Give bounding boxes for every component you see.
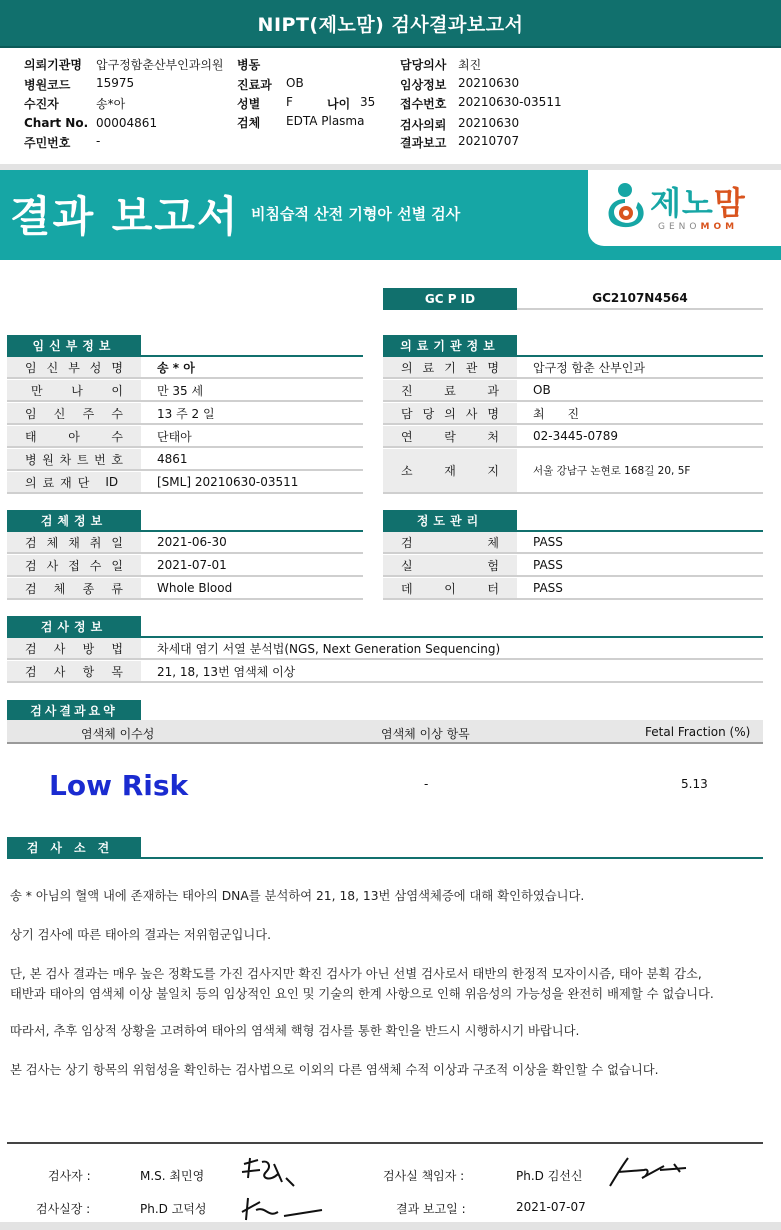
row-label bbox=[383, 428, 517, 445]
label-char: 의 bbox=[444, 406, 456, 421]
table-row bbox=[7, 555, 363, 577]
row-label bbox=[7, 580, 141, 597]
label-char: 검 bbox=[25, 664, 37, 679]
label-char: 데 bbox=[401, 581, 413, 596]
table-row bbox=[383, 578, 763, 600]
logo-text-geno: 제노 bbox=[650, 184, 714, 222]
table-row bbox=[7, 380, 363, 402]
label-char: 부 bbox=[68, 360, 80, 375]
label-char: 이 bbox=[444, 581, 456, 596]
table-row bbox=[383, 449, 763, 494]
divider bbox=[7, 1142, 763, 1144]
label-char: 처 bbox=[487, 429, 499, 444]
row-label bbox=[383, 382, 517, 399]
sex-value: F bbox=[286, 95, 293, 109]
table-row bbox=[383, 380, 763, 402]
label-char: 연 bbox=[401, 429, 413, 444]
hospital-label: 의뢰기관명 bbox=[24, 58, 82, 72]
label-char: 취 bbox=[89, 535, 102, 550]
label-char: 담 bbox=[401, 406, 413, 421]
tester-label: 검사자 : bbox=[48, 1169, 91, 1183]
row-label bbox=[7, 359, 141, 376]
table-row bbox=[7, 426, 363, 448]
finding-paragraph: 송 * 아님의 혈액 내에 존재하는 태아의 DNA를 분석하여 21, 18, 13번 삼염색체증에 대해 확인하였습니다. bbox=[10, 889, 585, 903]
table-row bbox=[383, 357, 763, 379]
doctor-value: 최진 bbox=[458, 58, 482, 72]
ward-label: 병동 bbox=[237, 58, 261, 72]
risk-result: Low Risk bbox=[49, 769, 189, 802]
label-char: 항 bbox=[82, 664, 95, 679]
label-char: 트 bbox=[76, 452, 89, 467]
label-char: 류 bbox=[111, 581, 123, 596]
row-label bbox=[383, 462, 517, 479]
logo-small-geno: GENO bbox=[658, 222, 701, 232]
label-char: 주 bbox=[82, 406, 95, 421]
label-char: 검 bbox=[25, 581, 37, 596]
abnormal-items-value: - bbox=[424, 777, 429, 791]
genomom-logo-small bbox=[658, 222, 738, 232]
row-label bbox=[383, 405, 517, 422]
request-value: 20210630 bbox=[458, 116, 520, 130]
qc-specimen-value: PASS bbox=[533, 535, 563, 549]
label-char: 료 bbox=[422, 360, 435, 375]
receipt-label: 접수번호 bbox=[400, 97, 447, 111]
test-items-value: 21, 18, 13번 염색체 이상 bbox=[157, 664, 296, 679]
divider bbox=[7, 857, 763, 859]
label-char: 태 bbox=[25, 429, 37, 444]
banner-title: 결과 보고서 bbox=[10, 192, 240, 241]
hospital-value: 압구정함춘산부인과의원 bbox=[96, 58, 224, 72]
label-char: 명 bbox=[487, 360, 499, 375]
doctor-name-value: 최 진 bbox=[533, 406, 580, 421]
patient-name: 송 * 아 bbox=[157, 360, 195, 375]
label-char: 나 bbox=[71, 383, 83, 398]
row-label bbox=[7, 405, 141, 422]
report-banner bbox=[0, 170, 781, 260]
label-char: 사 bbox=[465, 406, 478, 421]
label-char: 원 bbox=[42, 452, 54, 467]
report-title: NIPT(제노맘) 검사결과보고서 bbox=[0, 0, 781, 48]
label-char: 체 bbox=[46, 535, 59, 550]
receipt-value: 20210630-03511 bbox=[458, 95, 562, 109]
institution-info-header: 의료기관정보 bbox=[383, 335, 517, 355]
summary-col-abnormal: 염색체 이상 항목 bbox=[381, 727, 470, 741]
row-label bbox=[7, 640, 141, 657]
qc-data-value: PASS bbox=[533, 581, 563, 595]
label-char: 법 bbox=[111, 641, 123, 656]
row-label bbox=[383, 580, 517, 597]
table-row bbox=[7, 357, 363, 379]
label-char: 명 bbox=[487, 406, 499, 421]
summary-table-header bbox=[7, 720, 763, 744]
summary-header: 검사결과요약 bbox=[7, 700, 141, 720]
genomom-logo-text bbox=[650, 178, 746, 224]
finding-paragraph: 따라서, 추후 임상적 상황을 고려하여 태아의 염색체 핵형 검사를 통한 확인을 반드시 시행하시기 바랍니다. bbox=[10, 1024, 580, 1038]
label-char: 과 bbox=[487, 383, 499, 398]
label-char: 관 bbox=[465, 360, 478, 375]
hospital-code-value: 15975 bbox=[96, 76, 135, 90]
foundation-id-value: [SML] 20210630-03511 bbox=[157, 475, 299, 489]
label-char: 차 bbox=[59, 452, 72, 467]
specimen-value: EDTA Plasma bbox=[286, 114, 365, 128]
finding-paragraph: 단, 본 검사 결과는 매우 높은 정확도를 가진 검사지만 확진 검사가 아닌 선별 검사로서 태반의 한정적 모자이시즘, 태아 분획 감소, bbox=[10, 967, 702, 981]
label-char: 의 bbox=[401, 360, 413, 375]
tester-signature bbox=[238, 1152, 298, 1192]
label-char: 일 bbox=[111, 558, 123, 573]
collection-date-value: 2021-06-30 bbox=[157, 535, 227, 549]
label-char: 접 bbox=[68, 558, 80, 573]
finding-paragraph: 본 검사는 상기 항목의 위험성을 확인하는 검사법으로 이외의 다른 염색체 수적 이상과 구조적 이상을 확인할 수 없습니다. bbox=[10, 1063, 659, 1077]
row-label: 의료재단 bbox=[25, 475, 96, 490]
report-label: 결과보고 bbox=[400, 136, 447, 150]
test-info-header: 검사정보 bbox=[7, 616, 141, 636]
sex-label: 성별 bbox=[237, 97, 261, 111]
table-row bbox=[7, 472, 363, 494]
table-row bbox=[383, 532, 763, 554]
finding-paragraph: 태반과 태아의 염색체 이상 불일치 등의 임상적인 요인 및 기술의 한계 사항으로 인해 위음성의 가능성을 완전히 배제할 수 없습니다. bbox=[10, 987, 714, 1001]
genomom-logo bbox=[588, 170, 781, 246]
table-row bbox=[7, 449, 363, 471]
label-char: 재 bbox=[444, 464, 456, 478]
summary-col-aneuploidy: 염색체 이수성 bbox=[81, 727, 155, 741]
director-name: Ph.D 고덕성 bbox=[140, 1202, 207, 1216]
label-char: 만 bbox=[31, 383, 43, 398]
findings-header: 검사소견 bbox=[7, 837, 141, 857]
label-char: 검 bbox=[25, 535, 37, 550]
row-label bbox=[7, 557, 141, 574]
department-value: OB bbox=[533, 383, 551, 397]
row-label-id: ID bbox=[105, 475, 119, 489]
clinical-value: 20210630 bbox=[458, 76, 520, 90]
label-char: 소 bbox=[401, 464, 413, 478]
row-label bbox=[7, 382, 141, 399]
director-signature bbox=[238, 1192, 328, 1222]
label-char: 종 bbox=[82, 581, 95, 596]
fetal-fraction-value: 5.13 bbox=[681, 777, 708, 791]
label-char: 호 bbox=[111, 452, 123, 467]
label-char: 검 bbox=[401, 535, 413, 550]
label-char: 수 bbox=[111, 406, 123, 421]
table-row bbox=[7, 661, 763, 683]
rrn-label: 주민번호 bbox=[24, 136, 71, 150]
label-char: 이 bbox=[111, 383, 123, 398]
banner-subtitle: 비침습적 산전 기형아 선별 검사 bbox=[251, 205, 461, 223]
specimen-label: 검체 bbox=[237, 116, 261, 130]
table-row bbox=[7, 532, 363, 554]
age-value: 만 35 세 bbox=[157, 383, 204, 398]
label-char: 락 bbox=[444, 429, 456, 444]
chart-number-value: 4861 bbox=[157, 452, 188, 466]
label-char: 체 bbox=[487, 535, 499, 550]
logo-text-mom: 맘 bbox=[713, 184, 746, 222]
table-row bbox=[383, 555, 763, 577]
label-char: 목 bbox=[111, 664, 123, 679]
label-char: 임 bbox=[25, 360, 37, 375]
director-label: 검사실장 : bbox=[36, 1202, 91, 1216]
label-char: 당 bbox=[422, 406, 435, 421]
gestation-value: 13 주 2 일 bbox=[157, 406, 215, 421]
label-char: 사 bbox=[53, 641, 66, 656]
row-label bbox=[383, 534, 517, 551]
logo-small-mom: MOM bbox=[700, 222, 739, 232]
row-label bbox=[383, 359, 517, 376]
fetus-count-value: 단태아 bbox=[157, 429, 192, 444]
dept-label: 진료과 bbox=[237, 78, 272, 92]
qc-header: 정도관리 bbox=[383, 510, 517, 530]
gcpid-label: GC P ID bbox=[383, 288, 517, 310]
label-char: 수 bbox=[89, 558, 102, 573]
label-char: 수 bbox=[111, 429, 123, 444]
institution-name-value: 압구정 함춘 산부인과 bbox=[533, 360, 645, 375]
label-char: 임 bbox=[25, 406, 37, 421]
rrn-value: - bbox=[96, 134, 101, 148]
chart-value: 00004861 bbox=[96, 116, 158, 130]
label-char: 번 bbox=[94, 452, 106, 467]
label-char: 성 bbox=[89, 360, 102, 375]
dept-value: OB bbox=[286, 76, 304, 90]
chief-label: 검사실 책임자 : bbox=[383, 1169, 465, 1183]
label-char: 검 bbox=[25, 558, 37, 573]
label-char: 신 bbox=[53, 406, 66, 421]
patient-value: 송*아 bbox=[96, 97, 126, 111]
label-char: 험 bbox=[487, 558, 499, 573]
report-date-label: 결과 보고일 : bbox=[396, 1202, 466, 1216]
label-char: 실 bbox=[401, 558, 413, 573]
label-char: 체 bbox=[53, 581, 66, 596]
meta-block bbox=[0, 50, 781, 166]
row-label bbox=[7, 534, 141, 551]
label-char: 지 bbox=[487, 464, 499, 478]
table-row bbox=[383, 426, 763, 448]
address-value: 서울 강남구 논현로 168길 20, 5F bbox=[533, 465, 691, 477]
label-char: 검 bbox=[25, 641, 37, 656]
clinical-label: 임상정보 bbox=[400, 78, 447, 92]
age-label: 나이 bbox=[327, 97, 351, 111]
divider bbox=[0, 1222, 781, 1230]
specimen-info-header: 검체정보 bbox=[7, 510, 141, 530]
label-char: 방 bbox=[82, 641, 95, 656]
label-char: 신 bbox=[46, 360, 59, 375]
pregnant-info-header: 임신부정보 bbox=[7, 335, 141, 355]
finding-paragraph: 상기 검사에 따른 태아의 결과는 저위험군입니다. bbox=[10, 928, 272, 942]
age-value: 35 bbox=[360, 95, 376, 109]
label-char: 명 bbox=[111, 360, 123, 375]
row-label bbox=[7, 451, 141, 468]
table-row bbox=[383, 403, 763, 425]
contact-value: 02-3445-0789 bbox=[533, 429, 619, 443]
label-char: 일 bbox=[111, 535, 123, 550]
label-char: 료 bbox=[444, 383, 456, 398]
gcpid-value: GC2107N4564 bbox=[517, 288, 763, 310]
chart-label: Chart No. bbox=[24, 116, 89, 130]
doctor-label: 담당의사 bbox=[400, 58, 447, 72]
label-char: 사 bbox=[46, 558, 59, 573]
summary-col-fetal-fraction: Fetal Fraction (%) bbox=[645, 725, 751, 739]
table-row bbox=[7, 578, 363, 600]
report-date-value: 2021-07-07 bbox=[516, 1200, 586, 1214]
chief-name: Ph.D 김선신 bbox=[516, 1169, 583, 1183]
label-char: 진 bbox=[401, 383, 413, 398]
specimen-type-value: Whole Blood bbox=[157, 581, 233, 595]
row-label bbox=[383, 557, 517, 574]
label-char: 채 bbox=[68, 535, 80, 550]
genomom-logo-icon bbox=[602, 180, 648, 230]
label-char: 사 bbox=[53, 664, 66, 679]
qc-experiment-value: PASS bbox=[533, 558, 563, 572]
request-label: 검사의뢰 bbox=[400, 118, 447, 132]
test-method-value: 차세대 염기 서열 분석법(NGS, Next Generation Sequencing) bbox=[157, 641, 501, 656]
row-label bbox=[7, 663, 141, 680]
tester-name: M.S. 최민영 bbox=[140, 1169, 205, 1183]
table-row bbox=[7, 638, 763, 660]
receipt-date-value: 2021-07-01 bbox=[157, 558, 227, 572]
label-char: 터 bbox=[487, 581, 499, 596]
label-char: 아 bbox=[68, 429, 80, 444]
label-char: 기 bbox=[444, 360, 456, 375]
patient-label: 수진자 bbox=[24, 97, 59, 111]
report-value: 20210707 bbox=[458, 134, 520, 148]
hospital-code-label: 병원코드 bbox=[24, 78, 71, 92]
label-char: 병 bbox=[25, 452, 37, 467]
row-label bbox=[7, 428, 141, 445]
table-row bbox=[7, 403, 363, 425]
chief-signature bbox=[604, 1152, 690, 1192]
